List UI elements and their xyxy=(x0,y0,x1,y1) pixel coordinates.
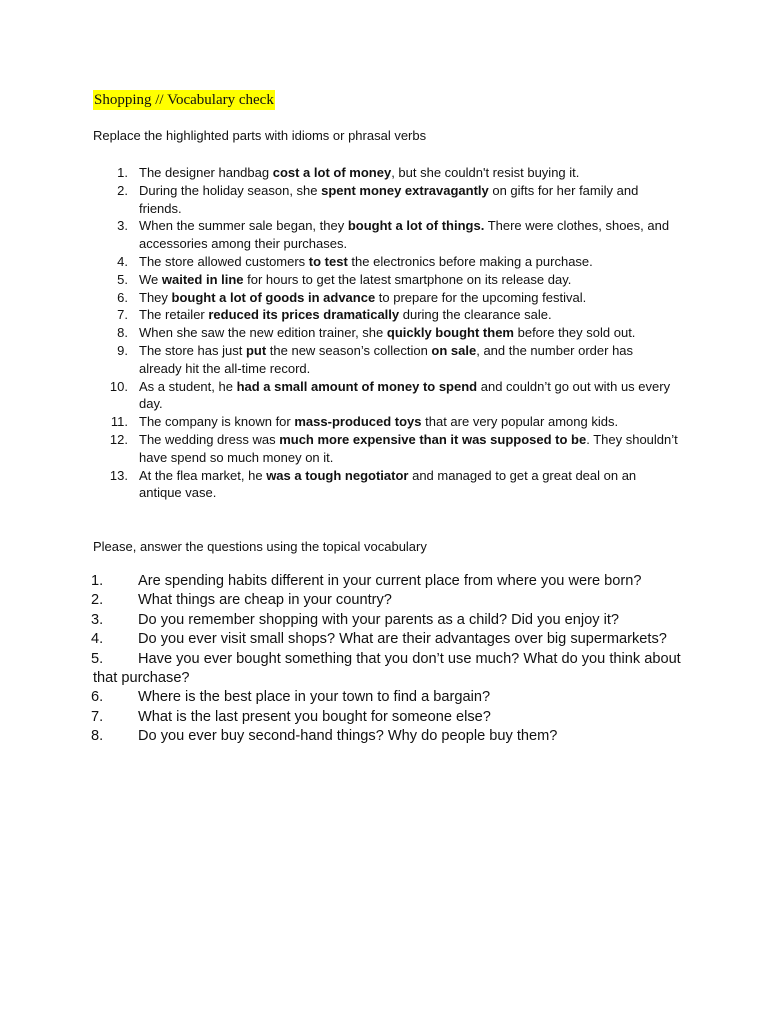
sentence-text: The wedding dress was xyxy=(139,431,280,447)
sentence-text: to prepare for the upcoming festival. xyxy=(375,289,587,305)
exercise-number: 1. xyxy=(117,165,128,180)
question-item xyxy=(93,572,693,591)
sentence-text: They xyxy=(139,289,172,305)
question-number: 2. xyxy=(91,592,104,609)
sentence-text: that are very popular among kids. xyxy=(421,414,619,430)
sentence-text: before they sold out. xyxy=(514,325,636,341)
question-item xyxy=(93,708,693,727)
exercise-item xyxy=(0,467,679,503)
question-text: Are spending habits different in your current place from where you were born? xyxy=(138,573,642,589)
sentence-text: on gifts for her family and friends. xyxy=(139,182,639,216)
question-text: Where is the best place in your town to find a bargain? xyxy=(138,689,491,706)
highlighted-phrase: spent money extravagantly xyxy=(321,182,489,198)
question-number: 4. xyxy=(91,631,104,648)
question-item xyxy=(93,727,693,746)
highlighted-phrase: had a small amount of money to spend xyxy=(236,378,478,394)
exercise-item xyxy=(0,431,679,467)
sentence-text: During the holiday season, she xyxy=(139,182,322,198)
sentence-text: The store allowed customers xyxy=(139,253,309,269)
question-list xyxy=(93,572,693,747)
highlighted-phrase: bought a lot of goods in advance xyxy=(171,289,376,305)
highlighted-phrase: much more expensive than it was supposed to be xyxy=(279,431,587,447)
sentence-text: the electronics before making a purchase. xyxy=(347,253,593,269)
sentence-text: The company is known for xyxy=(139,414,295,430)
exercise-number: 3. xyxy=(117,218,128,234)
questions-instruction: Please, answer the questions using the topical vocabulary xyxy=(93,539,427,554)
exercise-number: 6. xyxy=(117,289,128,305)
sentence-text: The retailer xyxy=(139,307,209,323)
exercise-number: 7. xyxy=(117,307,128,323)
sentence-text: When she saw the new edition trainer, she xyxy=(139,325,387,341)
exercise-instruction: Replace the highlighted parts with idioms or phrasal verbs xyxy=(93,128,427,143)
page-title: Shopping // Vocabulary check xyxy=(94,92,274,108)
exercise-number: 5. xyxy=(117,271,128,287)
highlighted-phrase: to test xyxy=(308,253,348,269)
question-number: 5. xyxy=(91,650,104,667)
question-number: 1. xyxy=(91,573,104,589)
question-item xyxy=(93,688,693,707)
question-text: Do you ever visit small shops? What are their advantages over big supermarkets? xyxy=(138,631,667,648)
sentence-text: . They shouldn’t have spend so much money on it. xyxy=(139,431,678,465)
exercise-number: 2. xyxy=(117,182,128,198)
exercise-item xyxy=(0,413,679,431)
exercise-item xyxy=(0,378,679,414)
sentence-text: , but she couldn't resist buying it. xyxy=(391,165,580,180)
highlighted-phrase: quickly bought them xyxy=(386,325,514,341)
exercise-number: 9. xyxy=(117,342,128,358)
question-number: 8. xyxy=(91,728,104,745)
question-number: 3. xyxy=(91,611,104,628)
sentence-text: We xyxy=(139,271,162,287)
sentence-text: There were clothes, shoes, and accessories among their purchases. xyxy=(139,218,670,252)
exercise-item xyxy=(0,164,679,182)
sentence-text: , and the number order has already hit the all-time record. xyxy=(139,342,634,376)
highlighted-phrase: cost a lot of money xyxy=(272,165,392,180)
highlighted-phrase: reduced its prices dramatically xyxy=(208,307,400,323)
sentence-text: As a student, he xyxy=(139,378,237,394)
exercise-number: 13. xyxy=(109,467,128,483)
sentence-text: during the clearance sale. xyxy=(399,307,552,323)
exercise-item xyxy=(0,342,679,378)
highlighted-phrase: on sale xyxy=(431,342,477,358)
exercise-number: 12. xyxy=(109,431,128,447)
question-item xyxy=(93,611,693,630)
sentence-text: the new season’s collection xyxy=(266,342,432,358)
question-text: Do you remember shopping with your parents as a child? Did you enjoy it? xyxy=(138,611,620,628)
question-text: What things are cheap in your country? xyxy=(138,592,392,609)
question-item xyxy=(93,630,693,649)
sentence-text: At the flea market, he xyxy=(139,467,267,483)
exercise-item xyxy=(0,182,679,218)
highlighted-phrase: bought a lot of things. xyxy=(347,218,485,234)
question-number: 7. xyxy=(91,708,104,725)
sentence-text: and managed to get a great deal on an antique vase. xyxy=(139,467,637,501)
sentence-text: The store has just xyxy=(139,342,246,358)
sentence-text: for hours to get the latest smartphone on its release day. xyxy=(243,271,572,287)
sentence-text: When the summer sale began, they xyxy=(139,218,348,234)
exercise-list xyxy=(0,164,768,502)
exercise-item xyxy=(0,271,679,289)
exercise-number: 11. xyxy=(110,414,128,430)
highlighted-phrase: waited in line xyxy=(161,271,244,287)
question-item xyxy=(93,591,693,610)
exercise-number: 8. xyxy=(117,325,128,341)
question-item xyxy=(93,650,693,689)
exercise-item xyxy=(0,289,679,307)
exercise-item xyxy=(0,217,679,253)
exercise-number: 4. xyxy=(117,253,128,269)
highlighted-phrase: was a tough negotiator xyxy=(266,467,409,483)
sentence-text: and couldn’t go out with us every day. xyxy=(139,378,671,412)
question-text: What is the last present you bought for someone else? xyxy=(138,708,491,725)
exercise-item xyxy=(0,324,679,342)
question-text: Do you ever buy second-hand things? Why do people buy them? xyxy=(138,728,558,745)
highlighted-phrase: put xyxy=(245,342,267,358)
question-number: 6. xyxy=(91,689,104,706)
highlighted-phrase: mass-produced toys xyxy=(294,414,422,430)
sentence-text: The designer handbag xyxy=(139,165,273,180)
exercise-number: 10. xyxy=(109,378,128,394)
exercise-item xyxy=(0,306,679,324)
question-text: Have you ever bought something that you don’t use much? What do you think about that purchase? xyxy=(93,650,681,687)
exercise-item xyxy=(0,253,679,271)
